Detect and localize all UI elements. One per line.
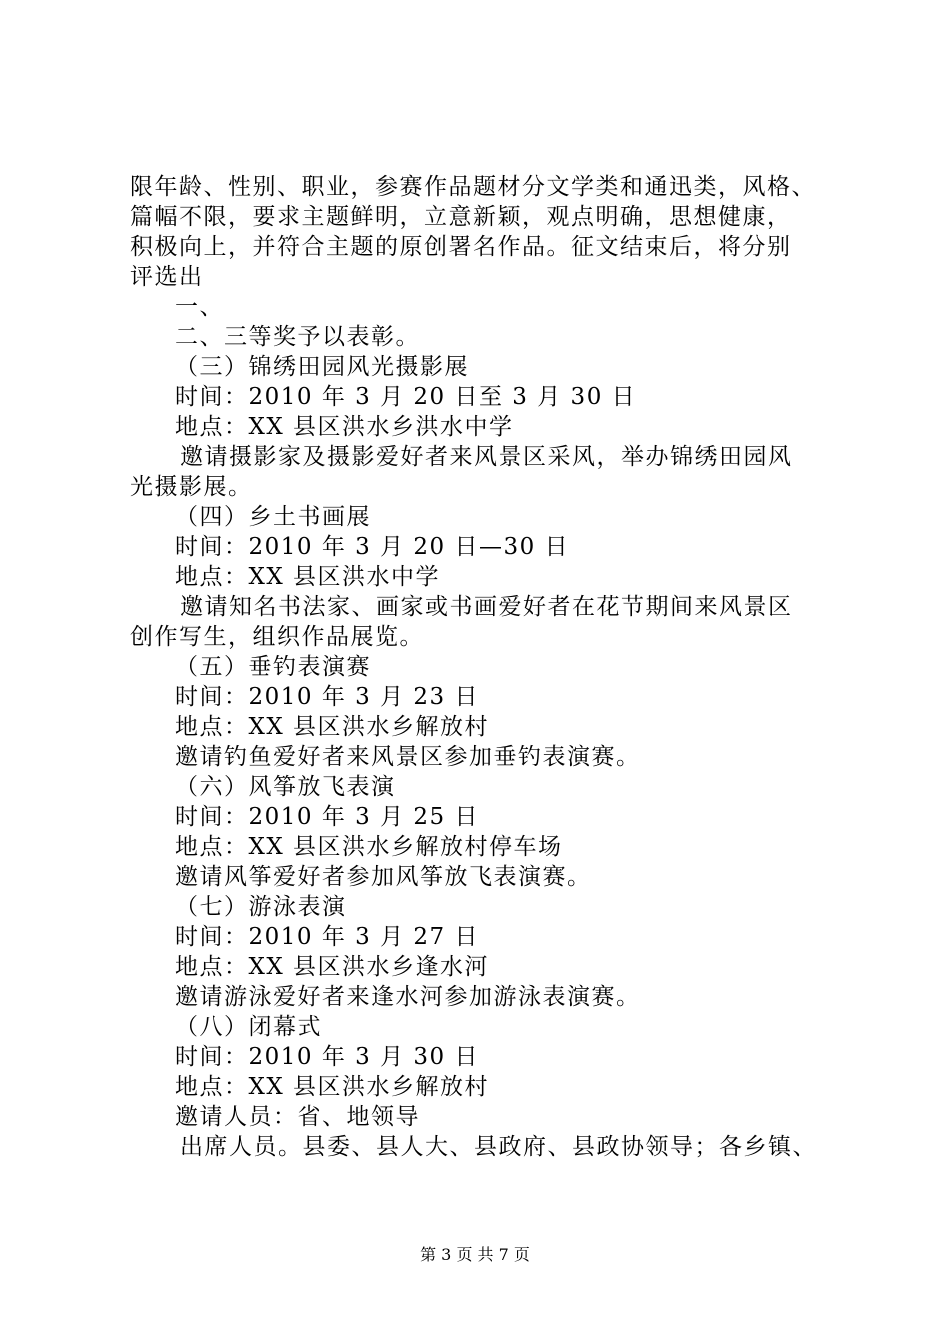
text-line: （七）游泳表演	[175, 894, 347, 920]
text-line: 二、三等奖予以表彰。	[175, 324, 420, 350]
document-body	[130, 172, 855, 1162]
text-line: 邀请人员：省、地领导	[175, 1104, 420, 1130]
text-line: 邀请钓鱼爱好者来风景区参加垂钓表演赛。	[175, 744, 641, 770]
text-line: 地点：XX 县区洪水乡洪水中学	[175, 414, 514, 440]
text-line: 时间：2010 年 3 月 27 日	[175, 924, 479, 950]
text-line: （六）风筝放飞表演	[175, 774, 396, 800]
text-line: 邀请风筝爱好者参加风筝放飞表演赛。	[175, 864, 592, 890]
text-line: 时间：2010 年 3 月 20 日至 3 月 30 日	[175, 384, 637, 410]
text-line: 一、	[175, 294, 224, 320]
text-line: （四）乡土书画展	[175, 504, 371, 530]
text-line: 时间：2010 年 3 月 23 日	[175, 684, 479, 710]
text-line: 地点：XX 县区洪水乡逢水河	[175, 954, 490, 980]
text-line: 地点：XX 县区洪水乡解放村停车场	[175, 834, 563, 860]
text-line: 时间：2010 年 3 月 20 日—30 日	[175, 534, 570, 560]
text-line: 出席人员。县委、县人大、县政府、县政协领导；各乡镇、	[180, 1134, 817, 1160]
text-line: （五）垂钓表演赛	[175, 654, 371, 680]
text-line: 地点：XX 县区洪水乡解放村	[175, 1074, 490, 1100]
text-line: （八）闭幕式	[175, 1014, 322, 1040]
text-line: 邀请知名书法家、画家或书画爱好者在花节期间来风景区	[180, 594, 793, 620]
text-line: 评选出	[130, 264, 204, 290]
text-line: 限年龄、性别、职业，参赛作品题材分文学类和通迅类，风格、	[130, 174, 816, 200]
text-line: 篇幅不限，要求主题鲜明，立意新颖，观点明确，思想健康，	[130, 204, 792, 230]
text-line: 创作写生，组织作品展览。	[130, 624, 424, 650]
page-footer: 第 3 页 共 7 页	[420, 1245, 530, 1264]
text-line: （三）锦绣田园风光摄影展	[175, 354, 469, 380]
text-line: 地点：XX 县区洪水中学	[175, 564, 441, 590]
text-line: 时间：2010 年 3 月 30 日	[175, 1044, 479, 1070]
text-line: 光摄影展。	[130, 474, 253, 500]
text-line: 邀请摄影家及摄影爱好者来风景区采风，举办锦绣田园风	[180, 444, 793, 470]
text-line: 地点：XX 县区洪水乡解放村	[175, 714, 490, 740]
text-line: 邀请游泳爱好者来逢水河参加游泳表演赛。	[175, 984, 641, 1010]
text-line: 时间：2010 年 3 月 25 日	[175, 804, 479, 830]
text-line: 积极向上，并符合主题的原创署名作品。征文结束后，将分别	[130, 234, 792, 260]
